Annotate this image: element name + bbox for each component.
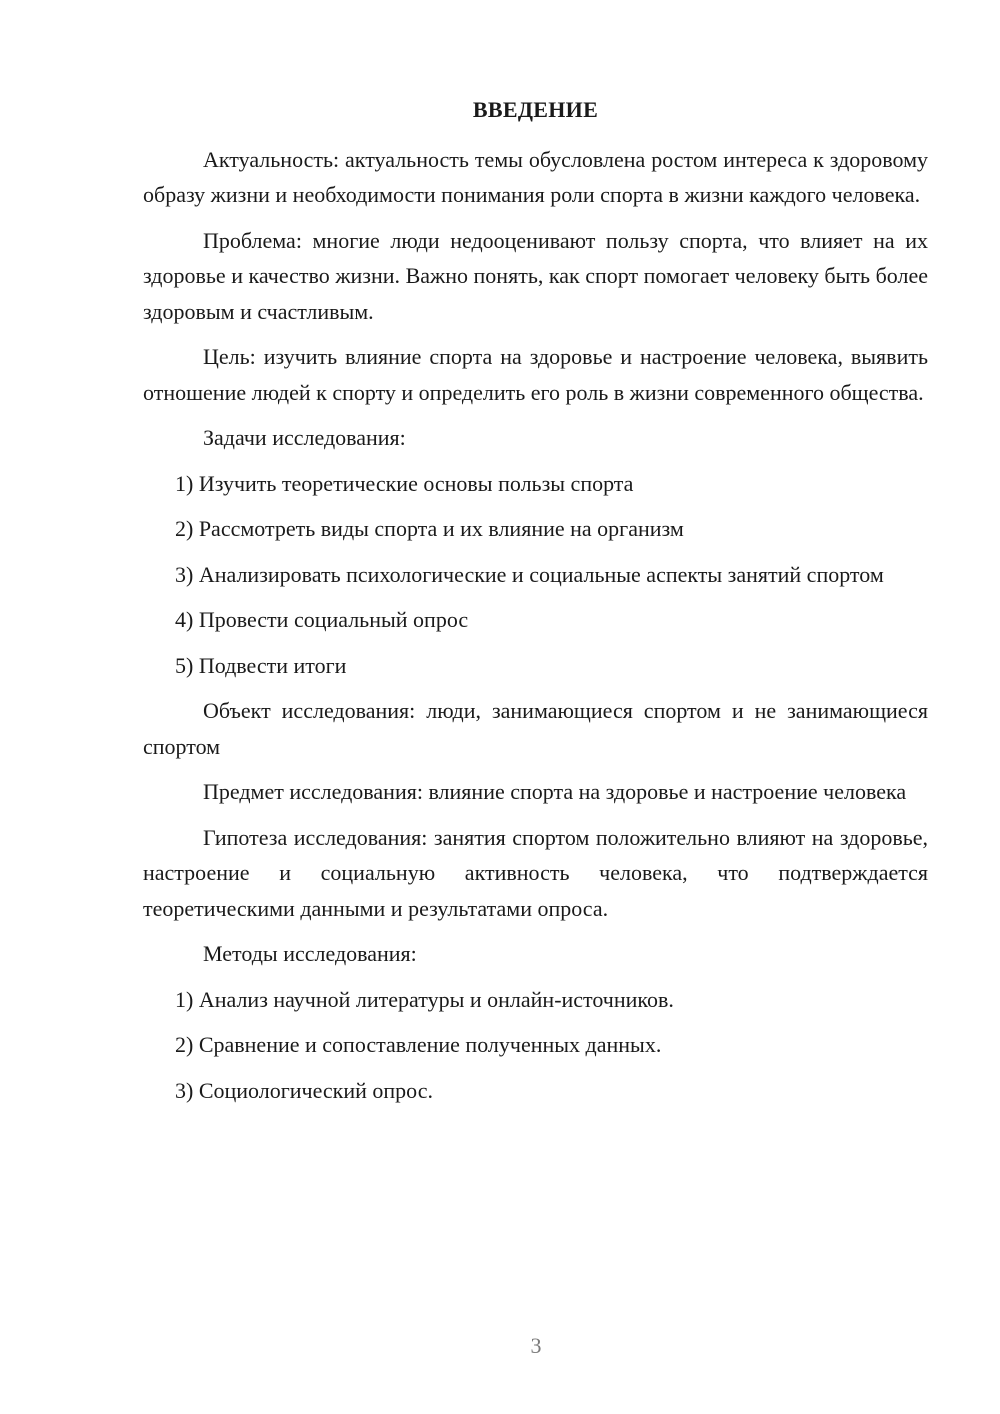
method-item: 1) Анализ научной литературы и онлайн-источников. — [175, 986, 674, 1012]
relevance-paragraph: Актуальность: актуальность темы обусловлена ростом интереса к здоровому образу жизни и необходимости понимания роли спорта в жизни каждого человека. — [143, 146, 928, 207]
task-item: 3) Анализировать психологические и социальные аспекты занятий спортом — [175, 561, 884, 587]
page-number: 3 — [530, 1333, 542, 1358]
task-item: 4) Провести социальный опрос — [175, 607, 469, 632]
section-title: ВВЕДЕНИЕ — [472, 97, 599, 122]
document-page — [143, 92, 928, 1118]
method-item: 2) Сравнение и сопоставление полученных данных. — [175, 1032, 662, 1057]
task-item: 5) Подвести итоги — [175, 652, 347, 678]
hypothesis-paragraph: Гипотеза исследования: занятия спортом положительно влияют на здоровье, настроение и социальную активность человека, что подтверждается теоретическими данными и результатами опроса. — [143, 824, 928, 921]
object-paragraph: Объект исследования: люди, занимающиеся спортом и не занимающиеся спортом — [143, 698, 928, 759]
task-item: 1) Изучить теоретические основы пользы спорта — [175, 470, 634, 496]
tasks-heading: Задачи исследования: — [203, 425, 406, 450]
subject-paragraph: Предмет исследования: влияние спорта на здоровье и настроение человека — [203, 779, 907, 804]
task-item: 2) Рассмотреть виды спорта и их влияние на организм — [175, 516, 684, 541]
goal-paragraph: Цель: изучить влияние спорта на здоровье и настроение человека, выявить отношение людей к спорту и определить его роль в жизни современного общества. — [143, 344, 928, 405]
method-item: 3) Социологический опрос. — [175, 1077, 433, 1103]
methods-heading: Методы исследования: — [203, 941, 417, 966]
problem-paragraph: Проблема: многие люди недооценивают пользу спорта, что влияет на их здоровье и качество жизни. Важно понять, как спорт помогает человеку быть более здоровым и счастливым. — [143, 227, 928, 324]
